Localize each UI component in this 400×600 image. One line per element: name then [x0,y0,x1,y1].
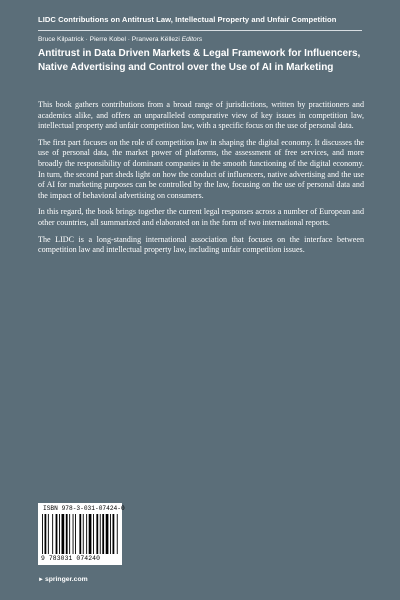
book-title-line-1: Antitrust in Data Driven Markets & Legal Framework for Influencers, [38,48,361,59]
editors-role: Editors [181,36,203,43]
series-title: LIDC Contributions on Antitrust Law, Intellectual Property and Unfair Competition [38,15,337,24]
book-title [38,47,368,75]
barcode-box [38,503,125,565]
isbn-label: ISBN 978-3-031-07424-0 [43,505,125,512]
publisher [38,568,88,586]
arrow-right-icon: ► [38,577,44,583]
barcode-icon [42,514,118,554]
blurb-paragraph-1: This book gathers contributions from a broad range of jurisdictions, written by practitioners and academics alike, and offers an unparalleled comparative view of key issues in competition law, intellectual property and unfair competition law, with a specific focus on the use of personal data. [38,100,364,131]
editors-names: Bruce Kilpatrick · Pierre Kobel · Pranvera Këllezi [38,36,180,43]
blurb-paragraph-4: The LIDC is a long-standing international association that focuses on the interface between competition law and intellectual property law, including unfair competition issues. [38,234,364,255]
book-title-line-2: Native Advertising and Control over the Use of AI in Marketing [38,62,334,73]
header-divider [38,30,362,31]
blurb-paragraph-3: In this regard, the book brings together the current legal responses across a number of European and other countries, all summarized and elaborated on in the form of two international reports. [38,207,364,227]
blurb-paragraph-2: The first part focuses on the role of competition law in shaping the digital economy. It discusses the use of personal data, the market power of platforms, the assessment of free services, and more broadly the responsibility of dominant companies in the smooth functioning of the digital economy. In turn, the second part sheds light on how the conduct of influencers, native advertising and the use of AI for marketing purposes can be controlled by the law, focusing on the use of personal data and the impact of behavioral advertising on consumers. [38,137,364,200]
editors-line [38,36,368,43]
publisher-url: springer.com [44,576,88,583]
barcode-digits: 9 783031 074240 [41,555,101,562]
blurb [38,100,364,262]
